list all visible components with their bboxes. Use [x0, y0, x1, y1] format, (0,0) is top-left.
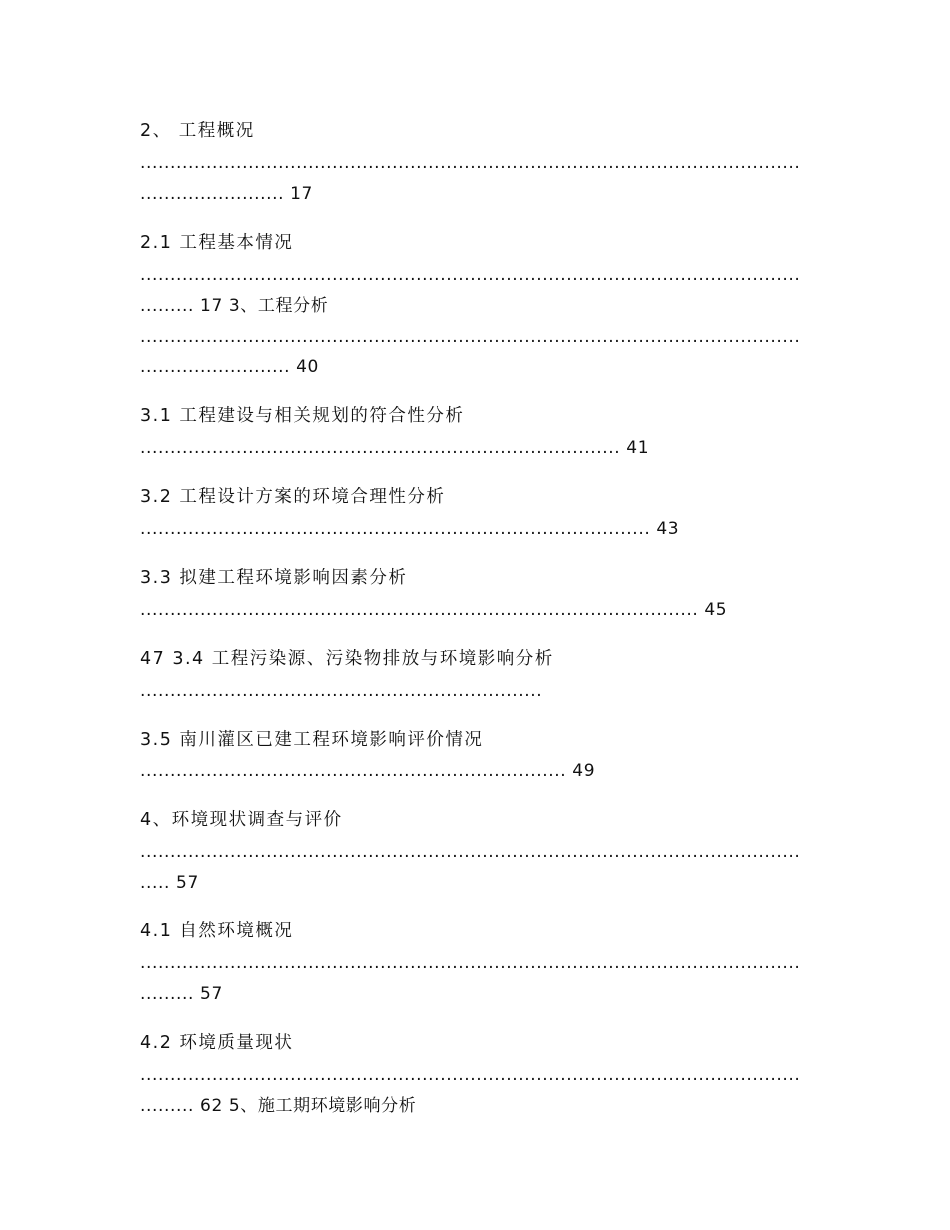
toc-leader-dots: ..................................................................................... 43	[140, 519, 680, 539]
toc-entry-title: 3.2 工程设计方案的环境合理性分析	[140, 487, 446, 507]
toc-page-number: ......... 57	[140, 984, 223, 1004]
toc-leader-dots: ............................................................................................. 45	[140, 600, 728, 620]
toc-page-number: ......................... 40	[140, 357, 319, 377]
toc-leader-dots: ...................................................................	[140, 681, 543, 701]
toc-entry-title: 3.3 拟建工程环境影响因素分析	[140, 568, 408, 588]
toc-leader-dots: ....................................................................... 49	[140, 761, 596, 781]
toc-leader-dots: ..............................................................................................................	[140, 153, 801, 173]
toc-entry-title: 47 3.4 工程污染源、污染物排放与环境影响分析	[140, 649, 554, 669]
toc-entry-title: 4、环境现状调查与评价	[140, 810, 343, 830]
toc-leader-dots: ................................................................................ 41	[140, 438, 650, 458]
toc-entry-title: 3.5 南川灌区已建工程环境影响评价情况	[140, 730, 484, 750]
toc-page-number: ..... 57	[140, 873, 199, 893]
toc-page-number: ......... 62 5、施工期环境影响分析	[140, 1096, 417, 1116]
toc-page-number: ......... 17 3、工程分析	[140, 296, 329, 316]
toc-leader-dots: ..............................................................................................................	[140, 1065, 801, 1085]
toc-leader-dots: ..............................................................................................................	[140, 953, 801, 973]
toc-entry-title: 2、 工程概况	[140, 121, 255, 141]
toc-entry-title: 2.1 工程基本情况	[140, 233, 294, 253]
toc-entry-title: 4.2 环境质量现状	[140, 1033, 294, 1053]
toc-leader-dots: ..............................................................................................................	[140, 265, 801, 285]
toc-leader-dots: ..............................................................................................................	[140, 842, 801, 862]
toc-leader-dots: ..............................................................................................................	[140, 327, 801, 347]
toc-entry-title: 4.1 自然环境概况	[140, 921, 294, 941]
toc-page-number: ........................ 17	[140, 184, 313, 204]
toc-entry-title: 3.1 工程建设与相关规划的符合性分析	[140, 406, 465, 426]
